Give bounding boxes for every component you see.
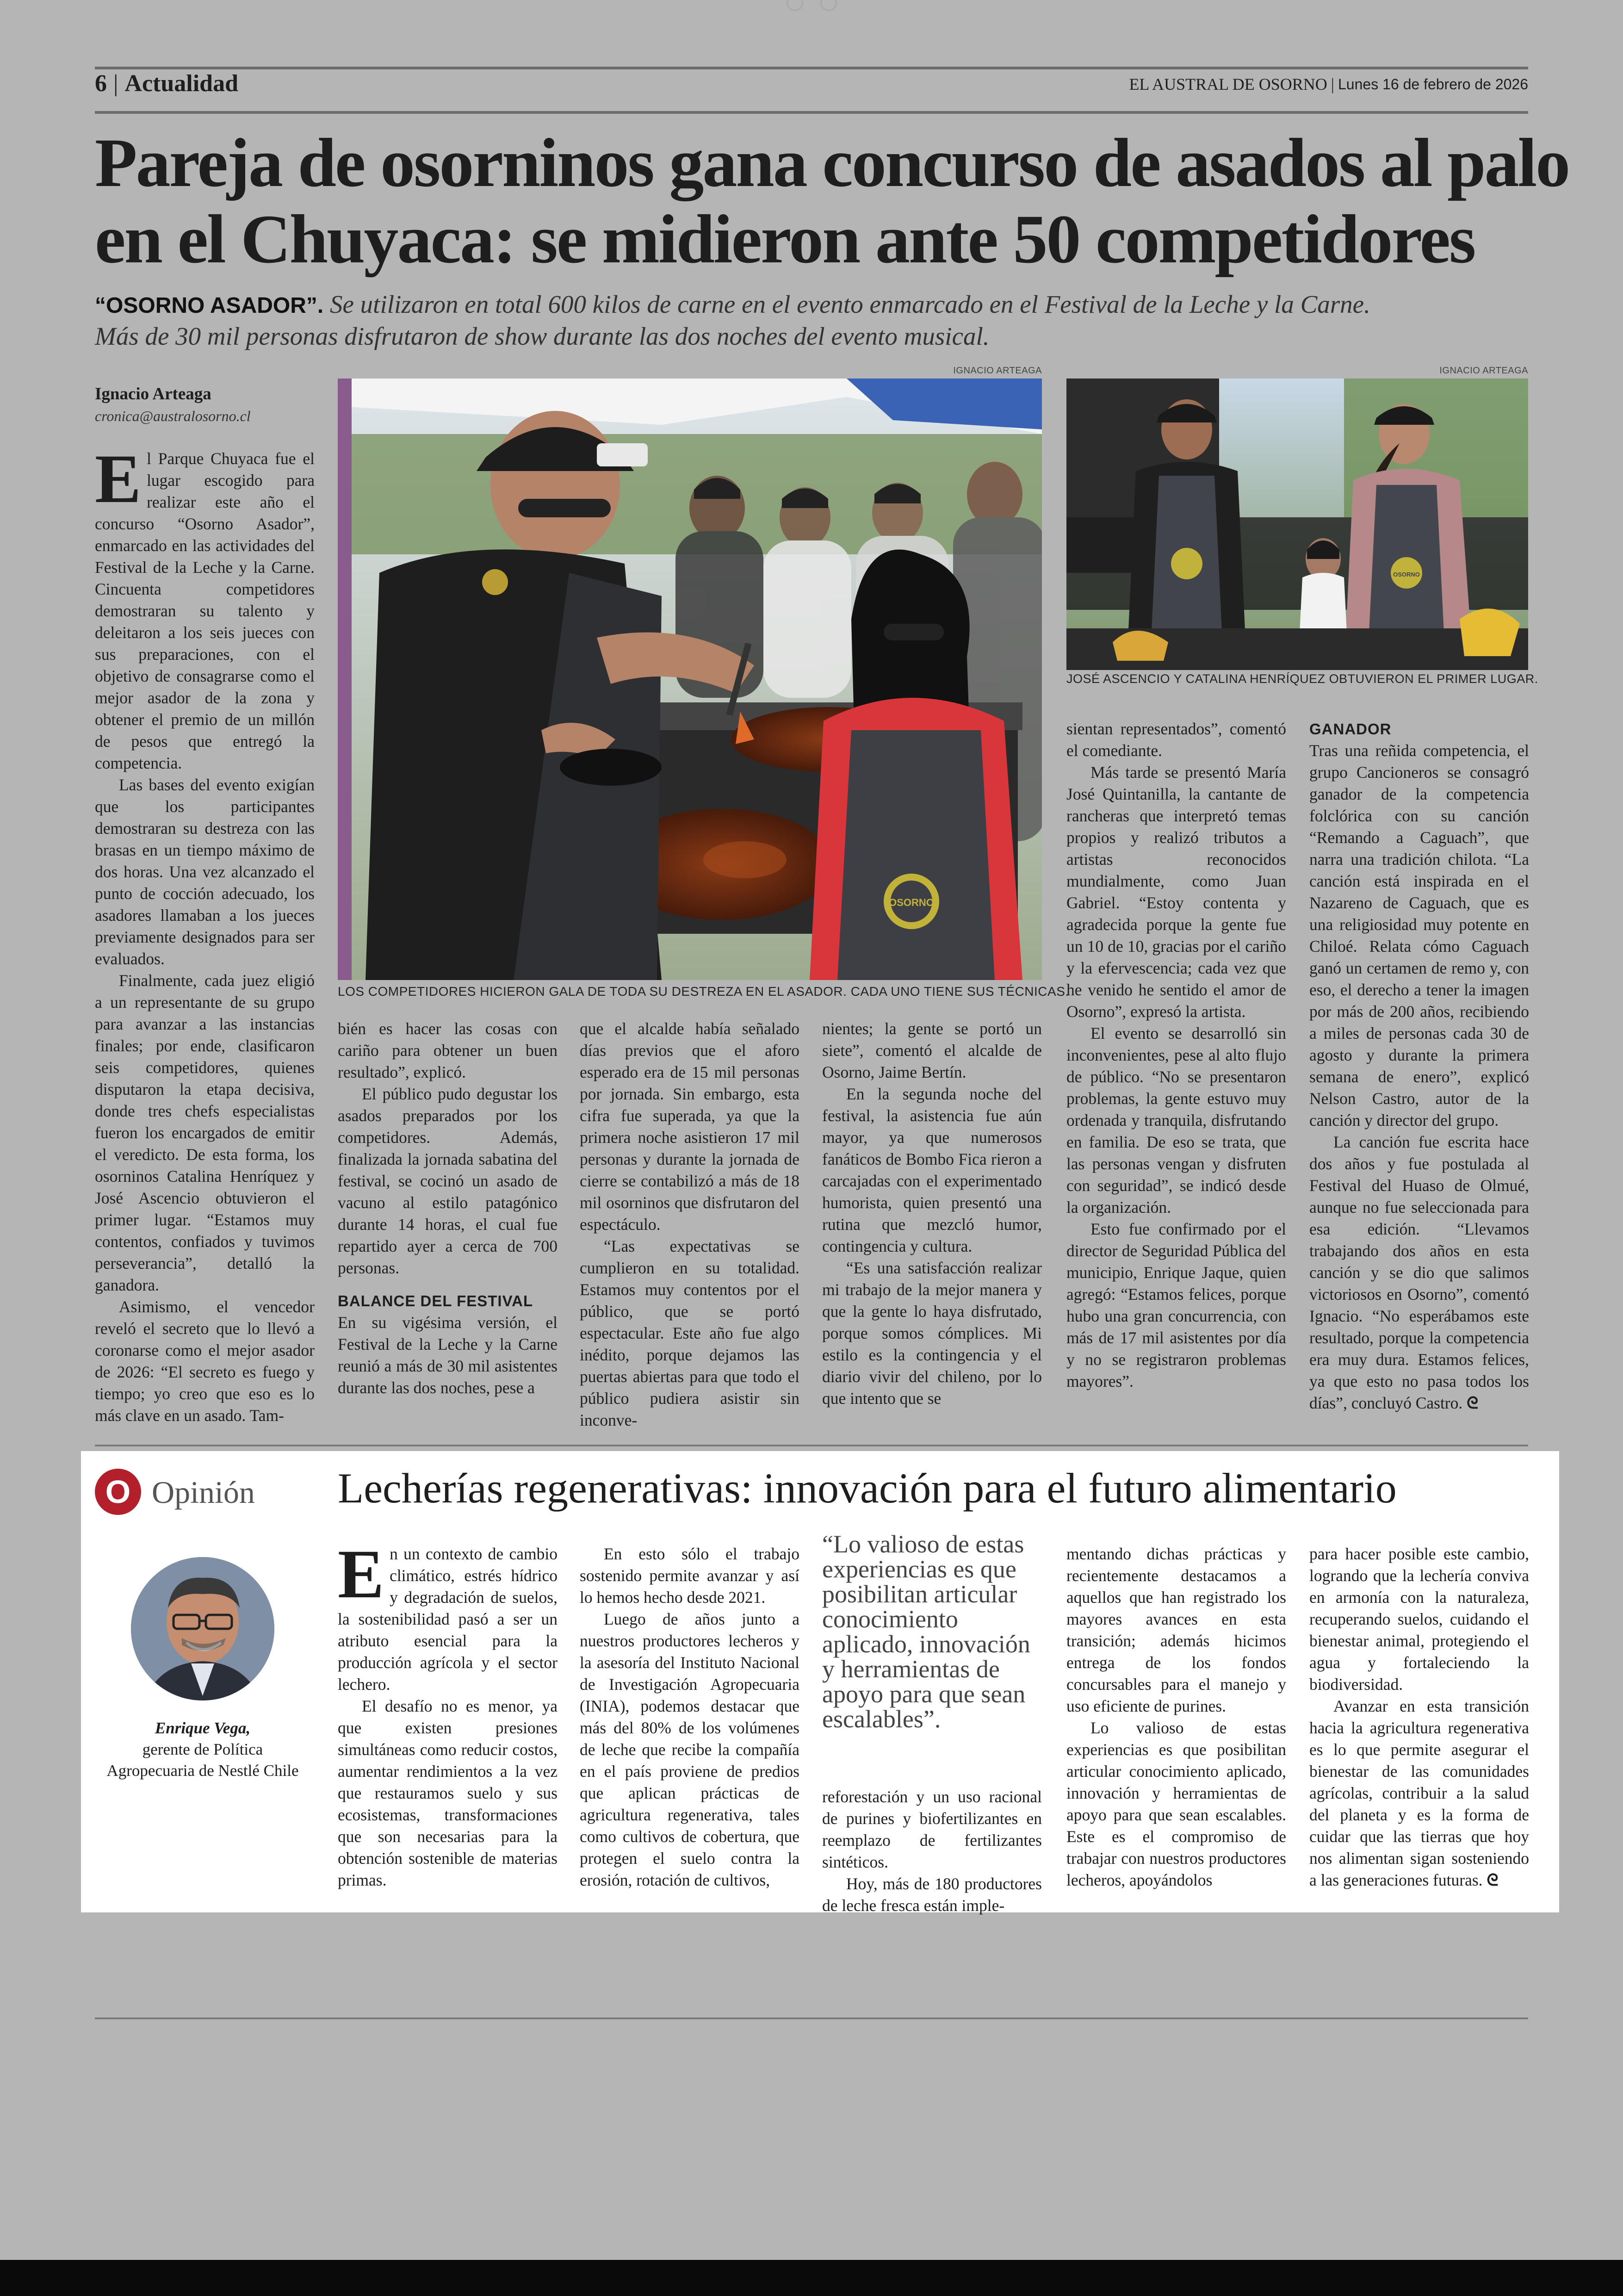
subhead-ganador: GANADOR bbox=[1309, 720, 1392, 738]
article-col4-para-2: En la segunda noche del festival, la asistencia fue aún mayor, ya que numerosos fanáticos de Bombo Fica rieron a carcajadas con el experimentado humorista, quien presentó una rutina que mezcló humor, contingencia y cultura. bbox=[822, 1085, 1042, 1255]
opinion-author-title-1: gerente de Política bbox=[142, 1740, 263, 1758]
article-col1-para-1: El Parque Chuyaca fue el lugar escogido para realizar este año el concurso “Osorno Asador”, enmarcado en las actividades del Festival de la Leche y la Carne. Cincuenta competidores demostraran su talento y deleitaron a los seis jueces con sus preparaciones, con el objetivo de consagrarse como el mejor asador de la zona y obtener el premio de un millón de pesos que entregó la competencia. bbox=[95, 441, 315, 772]
opinion-col4-para-1: mentando dichas prácticas y recientemente destacamos a aquellos que han registrado los mayores avances en esta transición; además hicimos entrega de los fondos concursables para el manejo y uso eficiente de purines. bbox=[1066, 1545, 1286, 1715]
opinion-column-5 bbox=[1309, 1543, 1529, 1891]
opinion-col5-para-2: Avanzar en esta transición hacia la agricultura regenerativa es lo que permite asegurar el bienestar de las comunidades agrícolas, contribuir a la salud del planeta y es la forma de cuidar que las tierras que hoy nos alimentan sigan sosteniendo a las generaciones futuras. ᘓ bbox=[1309, 1697, 1529, 1889]
article-end-mark: ᘓ bbox=[1467, 1394, 1479, 1412]
author-email[interactable]: cronica@australosorno.cl bbox=[95, 408, 251, 424]
opinion-author bbox=[93, 1718, 313, 1781]
article-col4-para-3: “Es una satisfacción realizar mi trabajo de la mejor manera y que la gente lo haya disfrutado, porque somos cómplices. Mi estilo es la contingencia y el diario vivir del chileno, por lo que intento que se bbox=[822, 1259, 1042, 1408]
byline bbox=[95, 384, 317, 425]
article-column-6 bbox=[1309, 718, 1529, 1414]
photo-winners bbox=[1066, 379, 1528, 670]
viewer-bottom-bar bbox=[0, 2260, 1623, 2296]
opinion-author-title-2: Agropecuaria de Nestlé Chile bbox=[106, 1762, 299, 1780]
opinion-col3-para-1: reforestación y un uso racional de purines y biofertilizantes en reemplazo de fertilizantes sintéticos. bbox=[822, 1787, 1042, 1871]
article-col1-para-3: Finalmente, cada juez eligió a un representante de su grupo para avanzar a las instancias finales; por ende, clasificaron seis competidores, quienes disputaron la etapa decisiva, donde tres chefs especialistas fueron los encargados de emitir el veredicto. De esta forma, los osorninos Catalina Henríquez y José Ascencio obtuvieron el primer lugar. “Estamos muy contentos, confiados y tuvimos perseverancia”, detalló la ganadora. bbox=[95, 971, 315, 1294]
page-next-dot[interactable] bbox=[820, 0, 837, 11]
article-col4-para-1: nientes; la gente se portó un siete”, comentó el alcalde de Osorno, Jaime Bertín. bbox=[822, 1019, 1042, 1081]
subhead-balance-festival: BALANCE DEL FESTIVAL bbox=[338, 1292, 533, 1309]
photo-grill-competitors bbox=[338, 379, 1042, 980]
opinion-col5-para-1: para hacer posible este cambio, logrando que la lechería conviva en armonía con la naturaleza, recuperando suelos, cuidando el bienestar animal, protegiendo el agua y fortaleciendo la biodiversidad. bbox=[1309, 1545, 1529, 1694]
section-name: Actualidad bbox=[124, 70, 239, 97]
masthead-line bbox=[1129, 70, 1528, 98]
opinion-badge-letter: O bbox=[105, 1474, 131, 1510]
article-column-3 bbox=[580, 1018, 799, 1431]
page-bottom-rule bbox=[95, 2017, 1528, 2019]
photo2-caption: JOSÉ ASCENCIO Y CATALINA HENRÍQUEZ OBTUVIERON EL PRIMER LUGAR. bbox=[1066, 672, 1538, 686]
photo2-credit: IGNACIO ARTEAGA bbox=[1439, 366, 1528, 376]
article-col6-para-1: Tras una reñida competencia, el grupo Cancioneros se consagró ganador de la competencia folclórica con su canción “Remando a Caguach”, que narra una tradición chilota. “La canción está inspirada en el Nazareno de Caguach, que es una religiosidad muy potente en Chiloé. Relata cómo Caguach ganó un certamen de remo y, con eso, el derecho a tener la imagen por más de 200 años, recibiendo a miles de personas cada 30 de agosto y durante la primera semana de enero”, explicó Nelson Castro, autor de la canción y director del grupo. bbox=[1309, 741, 1529, 1129]
opinion-column-2 bbox=[580, 1543, 799, 1891]
opinion-end-mark: ᘓ bbox=[1487, 1871, 1499, 1889]
opinion-col1-para-1: En un contexto de cambio climático, estrés hídrico y degradación de suelos, la sostenibilidad pasó a ser un atributo esencial para la producción agrícola y el sector lechero. bbox=[338, 1536, 558, 1694]
photo2-illustration bbox=[1066, 379, 1528, 670]
article-column-5 bbox=[1066, 718, 1286, 1392]
opinion-dropcap: E bbox=[338, 1536, 384, 1613]
author-photo bbox=[131, 1557, 274, 1700]
opinion-badge bbox=[95, 1469, 141, 1515]
article-col1-para-4: Asimismo, el vencedor reveló el secreto que lo llevó a coronarse como el mejor asador de 2026: “El secreto es fuego y tiempo; yo creo que eso es lo más clave en un asado. Tam- bbox=[95, 1297, 315, 1425]
article-bottom-rule bbox=[95, 1445, 1528, 1446]
article-col3-para-1: que el alcalde había señalado días previos que el aforo esperado era de 15 mil personas por jornada. Sin embargo, esta cifra fue superada, ya que la primera noche asistieron 17 mil personas y durante la jornada de cierre se contabilizó a más de 18 mil osorninos que disfrutaron del espectáculo. bbox=[580, 1019, 799, 1234]
article-col5-para-2: Más tarde se presentó María José Quintanilla, la cantante de rancheras que interpretó temas propios y realizó tributos a artistas reconocidos mundialmente, como Juan Gabriel. “Estoy contenta y agradecida porque la gente fue un 10 de 10, gracias por el cariño y la efervescencia; cada vez que he venido he sentido el amor de Osorno”, expresó la artista. bbox=[1066, 763, 1286, 1021]
opinion-column-3 bbox=[822, 1786, 1042, 1917]
headline bbox=[95, 124, 1569, 278]
opinion-author-name: Enrique Vega, bbox=[155, 1719, 251, 1737]
deck-line-2: Más de 30 mil personas disfrutaron de show durante las dos noches del evento musical. bbox=[95, 322, 990, 350]
page-prev-dot[interactable] bbox=[787, 0, 803, 11]
opinion-col3-para-2: Hoy, más de 180 productores de leche fresca están imple- bbox=[822, 1874, 1042, 1915]
page-folio bbox=[95, 68, 238, 98]
article-col6-para-2: La canción fue escrita hace dos años y fue postulada al Festival del Huaso de Olmué, aunque no fue seleccionada para esa edición. “Llevamos trabajando dos años en esta canción y se dio que salimos victoriosos en Osorno”, comentó Ignacio. “No esperábamos este resultado, porque la competencia era muy dura. Estamos felices, ya que esto no pasa todos los días”, concluyó Castro. ᘓ bbox=[1309, 1133, 1529, 1412]
header-bottom-rule bbox=[95, 111, 1528, 114]
article-col2-para-3: En su vigésima versión, el Festival de la Leche y la Carne reunió a más de 30 mil asistentes durante las dos noches, pese a bbox=[338, 1313, 558, 1397]
deck-line-1: Se utilizaron en total 600 kilos de carne en el evento enmarcado en el Festival de la Leche y la Carne. bbox=[330, 290, 1370, 318]
deck bbox=[95, 289, 1538, 352]
photo1-apron-print: OSORNO bbox=[889, 897, 934, 908]
article-col3-para-2: “Las expectativas se cumplieron en su totalidad. Estamos muy contentos por el público, que se portó espectacular. Este año fue algo inédito, porque dejamos las puertas abiertas para que todo el público pudiera asistir sin inconve- bbox=[580, 1237, 799, 1429]
article-dropcap: E bbox=[95, 441, 142, 517]
article-col5-para-3: El evento se desarrolló sin inconvenientes, pese al alto flujo de público. “No se presentaron problemas, la gente estuvo muy ordenada y tranquila, disfrutando en familia. De eso se trata, que las personas vengan y disfruten con seguridad”, se indicó desde la organización. bbox=[1066, 1024, 1286, 1216]
header-top-rule bbox=[95, 67, 1528, 69]
article-col2-para-2: El público pudo degustar los asados preparados por los competidores. Además, finalizada la jornada sabatina del festival, se cocinó un asado de vacuno al estilo patagónico durante 14 horas, el cual fue repartido ayer a cerca de 700 personas. bbox=[338, 1085, 558, 1277]
opinion-column-4 bbox=[1066, 1543, 1286, 1891]
article-col2-para-1: bién es hacer las cosas con cariño para obtener un buen resultado”, explicó. bbox=[338, 1019, 558, 1081]
author-name: Ignacio Arteaga bbox=[95, 385, 211, 403]
photo1-illustration bbox=[338, 379, 1042, 980]
article-col1-para-2: Las bases del evento exigían que los participantes demostraran su destreza con las brasas en un tiempo máximo de dos horas. Una vez alcanzado el punto de cocción adecuado, los asadores llamaban a los jueces previamente designados para ser evaluados. bbox=[95, 776, 315, 968]
headline-line-2: en el Chuyaca: se midieron ante 50 competidores bbox=[95, 201, 1475, 278]
opinion-col2-para-2: Luego de años junto a nuestros productores lecheros y la asesoría del Instituto Nacional de Investigación Agropecuaria (INIA), podemos destacar que más del 80% de los volúmenes de leche que recibe la compañía en el país proviene de predios que aplican prácticas de agricultura regenerativa, tales como cultivos de cobertura, que protegen el suelo contra la erosión, rotación de cultivos, bbox=[580, 1610, 799, 1889]
opinion-col1-para-2: El desafío no es menor, ya que existen presiones simultáneas como reducir costos, aumentar rendimientos a la vez que restauramos suelo y sus ecosistemas, transformaciones que son necesarias para la obtención sostenible de materias primas. bbox=[338, 1697, 558, 1889]
headline-line-1: Pareja de osorninos gana concurso de asados al palo bbox=[95, 124, 1569, 201]
photo1-caption: LOS COMPETIDORES HICIERON GALA DE TODA SU DESTREZA EN EL ASADOR. CADA UNO TIENE SUS TÉCNICAS. bbox=[338, 984, 1069, 999]
issue-date: Lunes 16 de febrero de 2026 bbox=[1338, 75, 1528, 93]
opinion-headline: Lecherías regenerativas: innovación para el futuro alimentario bbox=[338, 1464, 1397, 1512]
opinion-section-label: Opinión bbox=[152, 1475, 255, 1510]
article-column-4 bbox=[822, 1018, 1042, 1409]
article-col5-para-4: Esto fue confirmado por el director de Seguridad Pública del municipio, Enrique Jaque, quien agregó: “Estamos felices, porque hubo una gran concurrencia, con más de 17 mil asistentes por día y no se registraron problemas mayores”. bbox=[1066, 1220, 1286, 1390]
article-col5-para-1: sientan representados”, comentó el comediante. bbox=[1066, 720, 1286, 760]
article-column-2 bbox=[338, 1018, 558, 1399]
article-column-1 bbox=[95, 441, 315, 1427]
opinion-col4-para-2: Lo valioso de estas experiencias es que posibilitan articular conocimiento aplicado, innovación y herramientas de apoyo para que sean escalables. Este es el compromiso de trabajar con nuestros productores lecheros, apoyándolos bbox=[1066, 1719, 1286, 1889]
newspaper-name: EL AUSTRAL DE OSORNO bbox=[1129, 75, 1327, 93]
opinion-col2-para-1: En esto sólo el trabajo sostenido permite avanzar y así lo hemos hecho desde 2021. bbox=[580, 1545, 799, 1607]
photo1-credit: IGNACIO ARTEAGA bbox=[953, 366, 1042, 376]
masthead-separator: | bbox=[1331, 75, 1334, 93]
kicker: “OSORNO ASADOR”. bbox=[95, 293, 324, 318]
author-photo-illustration bbox=[131, 1557, 274, 1700]
page-number: 6 bbox=[95, 70, 107, 97]
photo2-apron-print: OSORNO bbox=[1393, 571, 1420, 578]
opinion-pull-quote: “Lo valioso de estas experiencias es que posibilitan articular conocimiento aplicado, innovación y herramientas de apoyo para que sean escalables”. bbox=[822, 1530, 1030, 1733]
opinion-column-1 bbox=[338, 1536, 558, 1891]
folio-separator: | bbox=[113, 70, 118, 97]
